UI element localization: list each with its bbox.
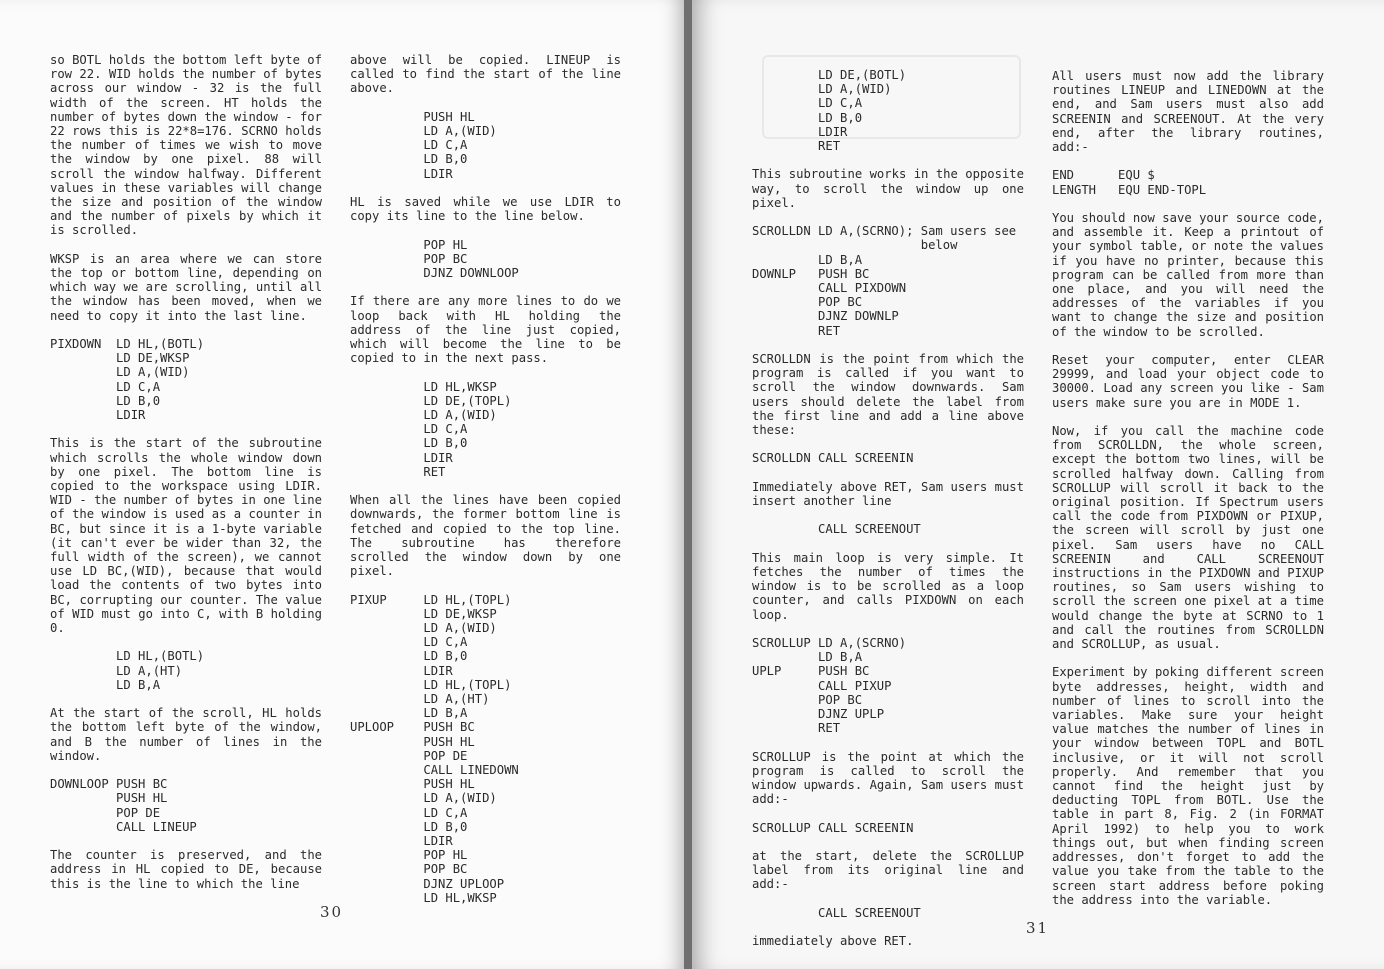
paragraph: This subroutine works in the opposite way, to scroll the window up one pixel.	[752, 167, 1024, 210]
code-listing: PUSH HL LD A,(WID) LD C,A LD B,0 LDIR	[423, 109, 497, 181]
code-listing: SCROLLUP CALL SCREENIN	[752, 820, 914, 835]
paragraph: You should now save your source code, and assemble it. Keep a printout of your symbol table, or note the values if you have no printer, because this program can be called from more than one place, and you will need the addresses of the variables if you want to change the size and position of the window to be scrolled.	[1052, 211, 1324, 339]
code-listing: END EQU $ LENGTH EQU END-TOPL	[1052, 168, 1207, 197]
paragraph: At the start of the scroll, HL holds the bottom left byte of the window, and B the number of lines in the window.	[50, 706, 322, 763]
code-listing: LD HL,WKSP LD DE,(TOPL) LD A,(WID) LD C,A LD B,0 LDIR RET	[423, 379, 512, 479]
left-page	[0, 0, 686, 969]
code-listing: DOWNLOOP PUSH BC PUSH HL POP DE CALL LINEUP	[50, 777, 197, 834]
left-page-column-1	[50, 53, 322, 905]
paragraph: so BOTL holds the bottom left byte of row 22. WID holds the number of bytes across our window - 32 is the full width of the screen. HT holds the number of bytes down the window - for 22 rows this is 22*8=176. SCRNO holds the number of times we wish to move the window by one pixel. 88 will scroll the window halfway. Different values in these variables will change the size and position of the window and the number of pixels by which it is scrolled.	[50, 53, 322, 238]
paragraph: at the start, delete the SCROLLUP label from its original line and add:-	[752, 849, 1024, 892]
paragraph: above will be copied. LINEUP is called to find the start of the line above.	[350, 53, 621, 96]
code-listing: CALL SCREENOUT	[752, 522, 921, 537]
paragraph: SCROLLUP is the point at which the program is called to scroll the window upwards. Again, Sam users must add:-	[752, 749, 1024, 807]
right-page-column-1	[752, 68, 1024, 963]
code-listing: SCROLLUP LD A,(SCRNO) LD B,A UPLP PUSH BC CALL PIXUP POP BC DJNZ UPLP RET	[752, 636, 907, 736]
paragraph: Now, if you call the machine code from SCROLLDN, the whole screen, except the bottom two lines, will be scrolled halfway down. Calling from SCROLLUP will scroll it back to the original position. If Spectrum users call the code from PIXDOWN or PIXUP, the screen will scroll by just one pixel. Sam users have no CALL SCREENIN and CALL SCREENOUT instructions in the PIXDOWN and PIXUP routines, so Sam users wishing to scroll the screen one pixel at a time would change the byte at SCRNO to 1 and call the routines from SCROLLDN and SCROLLUP, as usual.	[1052, 424, 1324, 652]
paragraph: Reset your computer, enter CLEAR 29999, and load your object code to 30000. Load any screen you like - Sam users make sure you are in MODE 1.	[1052, 353, 1324, 410]
paragraph: immediately above RET.	[752, 934, 914, 949]
code-listing: LD HL,(BOTL) LD A,(HT) LD B,A	[116, 649, 205, 692]
page-number-left: 30	[320, 903, 344, 921]
code-listing: PIXDOWN LD HL,(BOTL) LD DE,WKSP LD A,(WID) LD C,A LD B,0 LDIR	[50, 337, 205, 423]
paragraph: This is the start of the subroutine which scrolls the whole window down by one pixel. The bottom line is copied to the workspace using LDIR. WID - the number of bytes in one line of the window is used as a counter in BC, but since it is a 1-byte variable (it can't ever be wider than 32, the full width of the screen), we cannot use LD BC,(WID), because that would load the contents of two bytes into BC, corrupting our counter. The value of WID must go into C, with B holding 0.	[50, 436, 322, 636]
left-page-column-2	[350, 53, 621, 919]
page-number-right: 31	[1026, 919, 1050, 937]
code-listing: SCROLLDN LD A,(SCRNO); Sam users see below LD B,A DOWNLP PUSH BC CALL PIXDOWN POP BC DJNZ DOWNLP RET	[752, 224, 1017, 338]
paragraph: This main loop is very simple. It fetches the number of times the window is to be scrolled as a loop counter, and calls PIXDOWN on each loop.	[752, 550, 1024, 622]
paragraph: The counter is preserved, and the address in HL copied to DE, because this is the line to which the line	[50, 848, 322, 891]
paragraph: If there are any more lines to do we loop back with HL holding the address of the line just copied, which will become the line to be copied to in the next pass.	[350, 294, 621, 366]
paragraph: HL is saved while we use LDIR to copy its line to the line below.	[350, 195, 621, 224]
right-page-column-2	[1052, 69, 1324, 921]
paragraph: WKSP is an area where we can store the top or bottom line, depending on which way we are scrolling, until all the window has been moved, when we need to copy it into the last line.	[50, 251, 322, 323]
code-listing: POP HL POP BC DJNZ DOWNLOOP	[423, 237, 519, 280]
paragraph: Immediately above RET, Sam users must insert another line	[752, 479, 1024, 509]
right-page	[692, 0, 1384, 969]
code-listing: PIXUP LD HL,(TOPL) LD DE,WKSP LD A,(WID) LD C,A LD B,0 LDIR LD HL,(TOPL) LD A,(HT) LD B,A UPLOOP PUSH BC PUSH HL POP DE CALL LINEDOWN PUSH HL LD A,(WID) LD C,A LD B,0 LDIR POP HL POP BC DJNZ UPLOOP LD HL,WKSP	[350, 592, 519, 905]
paragraph: When all the lines have been copied downwards, the former bottom line is fetched and copied to the top line. The subroutine has therefore scrolled the window down by one pixel.	[350, 493, 621, 579]
paragraph: All users must now add the library routines LINEUP and LINEDOWN at the end, and Sam users must also add SCREENIN and SCREENOUT. At the very end, after the library routines, add:-	[1052, 69, 1324, 155]
paragraph: SCROLLDN is the point from which the program is called if you want to scroll the window downwards. Sam users should delete the label from the first line and add a line above these:	[752, 352, 1024, 438]
code-listing: CALL SCREENOUT	[752, 905, 921, 920]
code-listing: SCROLLDN CALL SCREENIN	[752, 451, 914, 466]
paragraph: Experiment by poking different screen byte addresses, height, width and number of lines to scroll into the variables. Make sure your height value matches the number of lines in your window between TOPL and BOTL inclusive, or it will not scroll properly. And remember that you cannot find the height just by deducting TOPL from BOTL. Use the table in part 8, Fig. 2 (in FORMAT April 1992) to help you to work things out, but when finding screen addresses, don't forget to add the value you take from the table to the screen start address before poking the address into the variable.	[1052, 665, 1324, 907]
code-listing: LD DE,(BOTL) LD A,(WID) LD C,A LD B,0 LDIR RET	[818, 68, 907, 154]
